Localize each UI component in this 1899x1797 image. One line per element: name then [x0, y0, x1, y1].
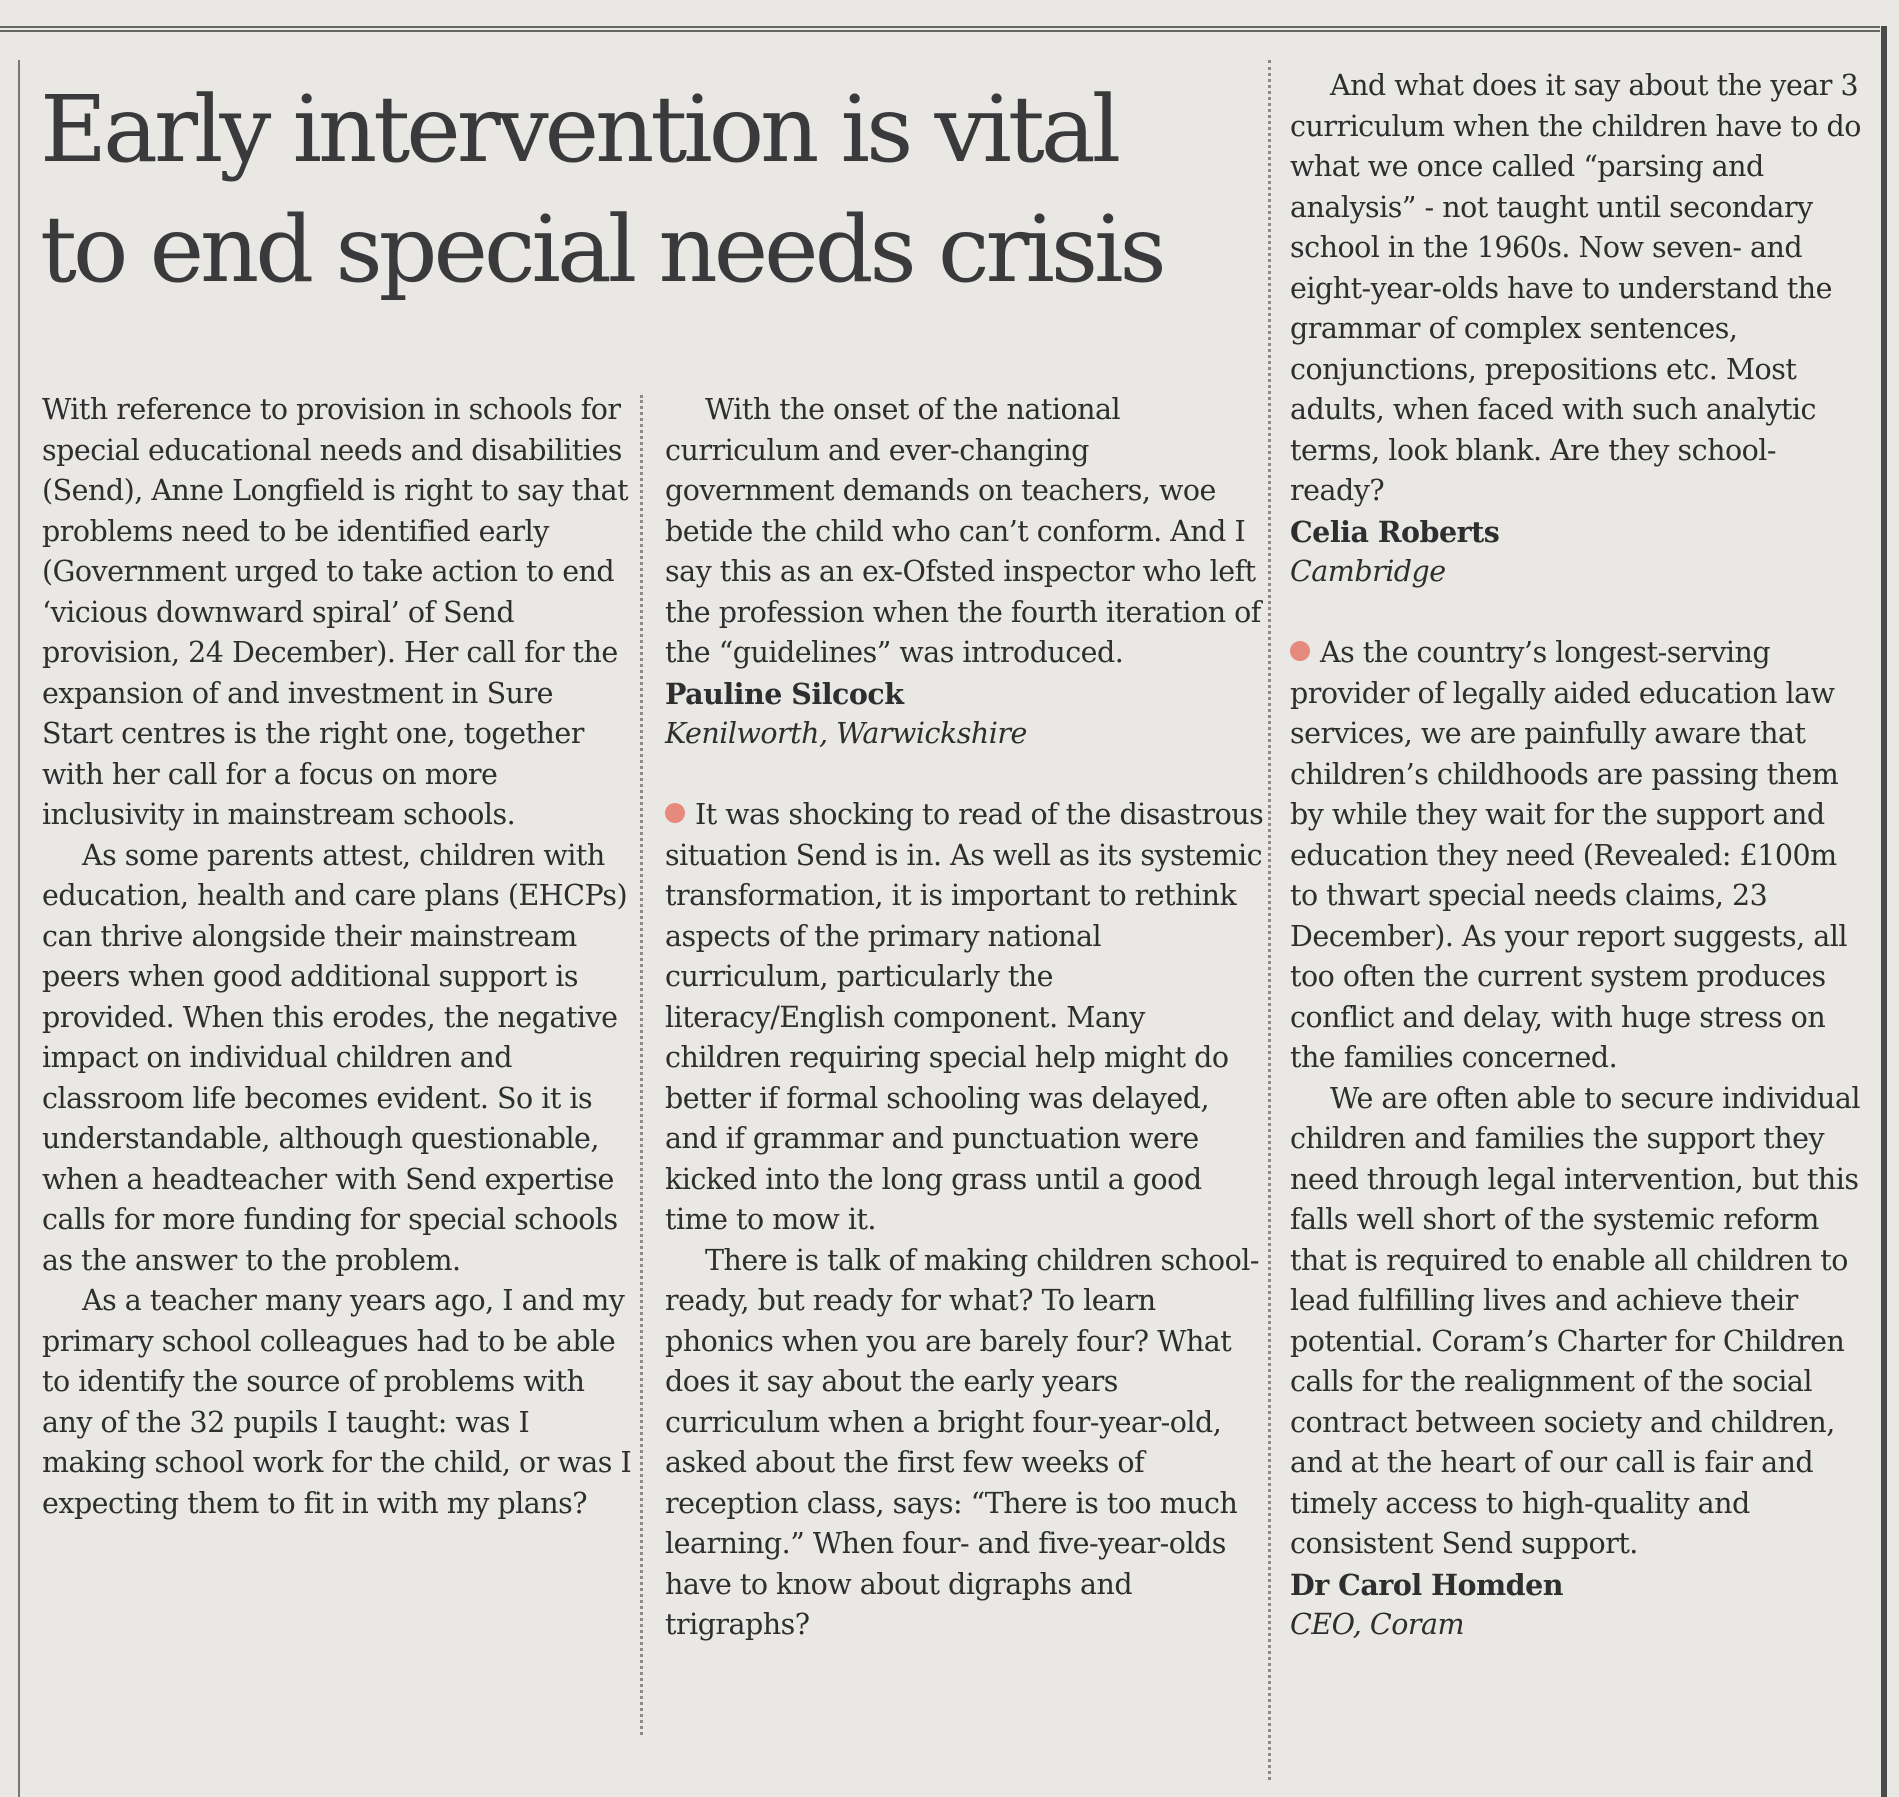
headline-line-1: Early intervention is vital	[40, 76, 1118, 183]
letter2-paragraph-1: It was shocking to read of the disastrous situation Send is in. As well as its systemic transformation, it is important to rethink aspects of the primary national curriculum, particularly the literacy/English component. Many children requiring special help might do better if formal schooling was delayed, and if grammar and punctuation were kicked into the long grass until a good time to mow it.	[665, 798, 1264, 1236]
letter2-location: Cambridge	[1290, 555, 1446, 588]
letter2-signature: Celia Roberts	[1290, 514, 1500, 549]
letter2-paragraph-2: There is talk of making children school-ready, but ready for what? To learn phonics when you are barely four? What does it say about the early years curriculum when a bright four-year-old, asked about the first few weeks of reception class, says: “There is too much learning.” When four- and five-year-olds have to know about digraphs and trigraphs?	[665, 1243, 1259, 1641]
column-2	[665, 390, 1265, 1646]
letter-gap	[1290, 593, 1870, 634]
letter-gap	[665, 755, 1265, 796]
letter1-paragraph-1: With reference to provision in schools for special educational needs and disabilities (Send), Anne Longfield is right to say that problems need to be identified early (Government urged to take action to end ‘vicious downward spiral’ of Send provision, 24 December). Her call for the expansion of and investment in Sure Start centres is the right one, together with her call for a focus on more inclusivity in mainstream schools.	[42, 393, 629, 831]
letter1-signature: Pauline Silcock	[665, 676, 904, 711]
headline	[40, 70, 1270, 310]
column-divider	[640, 395, 643, 1735]
headline-line-2: to end special needs crisis	[40, 196, 1163, 303]
left-rule	[18, 60, 20, 1797]
letter1-paragraph-2: As some parents attest, children with education, health and care plans (EHCPs) can thrive alongside their mainstream peers when good additional support is provided. When this erodes, the negative impact on individual children and classroom life becomes evident. So it is understandable, although questionable, when a headteacher with Send expertise calls for more funding for special schools as the answer to the problem.	[42, 838, 628, 1277]
letter2-paragraph-1-wrap	[665, 795, 1265, 1241]
column-divider	[1268, 60, 1271, 1780]
letter3-paragraph-1-wrap	[1290, 633, 1870, 1079]
letter1-paragraph-3: As a teacher many years ago, I and my primary school colleagues had to be able to identify the source of problems with any of the 32 pupils I taught: was I making school work for the child, or was I expecting them to fit in with my plans?	[42, 1284, 632, 1520]
top-rule	[0, 26, 1880, 34]
letter3-paragraph-2: We are often able to secure individual children and families the support they need through legal intervention, but this falls well short of the systemic reform that is required to enable all children to lead fulfilling lives and achieve their potential. Coram’s Charter for Children calls for the realignment of the social contract between society and children, and at the heart of our call is fair and timely access to high-quality and consistent Send support.	[1290, 1081, 1860, 1560]
column-3	[1290, 66, 1870, 1646]
column-1	[42, 390, 632, 1524]
letter1-paragraph-4: With the onset of the national curriculum and ever-changing government demands on teachers, woe betide the child who can’t conform. And I say this as an ex-Ofsted inspector who left the profession when the fourth iteration of the “guidelines” was introduced.	[665, 393, 1261, 669]
letter3-paragraph-1: As the country’s longest-serving provider of legally aided education law services, we are painfully aware that children’s childhoods are passing them by while they wait for the support and education they need (Revealed: £100m to thwart special needs claims, 23 December). As your report suggests, all too often the current system produces conflict and delay, with huge stress on the families concerned.	[1290, 636, 1848, 1074]
letter2-paragraph-3: And what does it say about the year 3 curriculum when the children have to do what we once called “parsing and analysis” - not taught until secondary school in the 1960s. Now seven- and eight-year-olds have to understand the grammar of complex sentences, conjunctions, prepositions etc. Most adults, when faced with such analytic terms, look blank. Are they school-ready?	[1290, 69, 1861, 507]
right-rule	[1881, 26, 1887, 1797]
letter3-signature: Dr Carol Homden	[1290, 1567, 1563, 1602]
letter1-location: Kenilworth, Warwickshire	[665, 717, 1027, 750]
letter3-location: CEO, Coram	[1290, 1608, 1465, 1641]
bullet-icon	[1290, 641, 1310, 661]
bullet-icon	[665, 803, 685, 823]
